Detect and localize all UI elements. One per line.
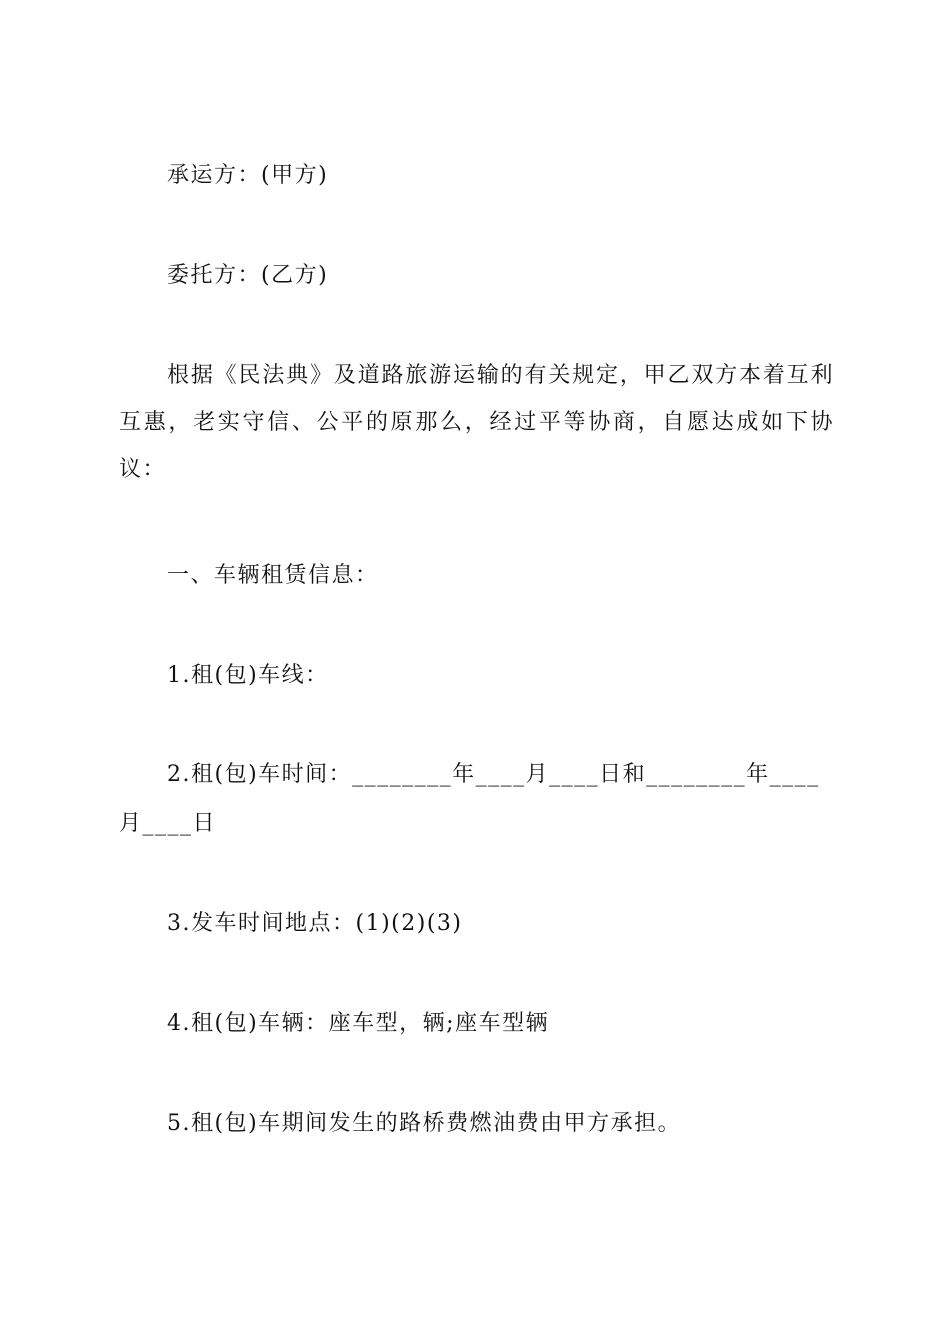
carrier-party-line: 承运方：(甲方) xyxy=(167,163,329,188)
item-rental-time-line1: 2.租(包)车时间：________年____月____日和________年____ xyxy=(167,762,820,787)
item-fees: 5.租(包)车期间发生的路桥费燃油费由甲方承担。 xyxy=(167,1111,682,1136)
item-vehicles: 4.租(包)车辆：座车型，辆;座车型辆 xyxy=(167,1011,550,1036)
item-route: 1.租(包)车线： xyxy=(167,663,329,688)
item-rental-time-line2: 月____日 xyxy=(119,811,217,836)
client-party-line: 委托方：(乙方) xyxy=(167,263,329,288)
preamble-paragraph: 根据《民法典》及道路旅游运输的有关规定，甲乙双方本着互利互惠，老实守信、公平的原那么，经过平等协商，自愿达成如下协议： xyxy=(119,363,834,482)
item-departure: 3.发车时间地点：(1)(2)(3) xyxy=(167,911,463,936)
section-heading: 一、车辆租赁信息： xyxy=(167,563,379,588)
